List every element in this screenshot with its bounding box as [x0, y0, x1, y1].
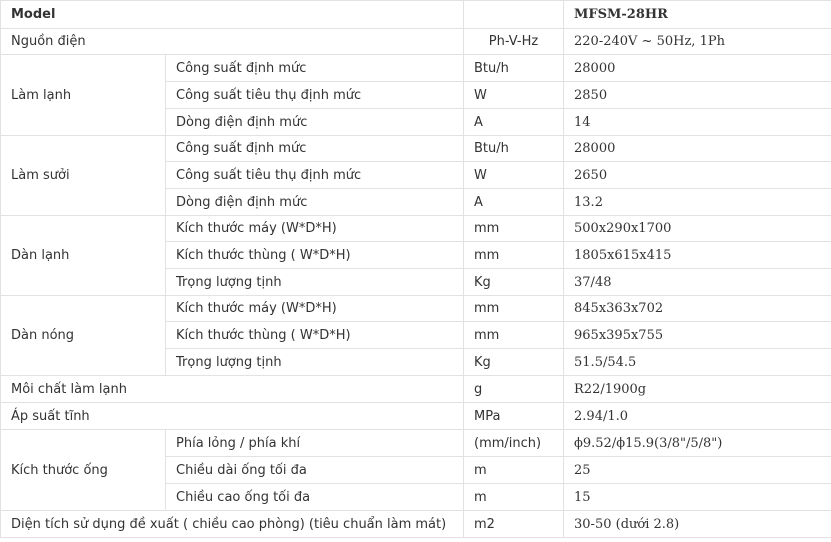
- row-unit: W: [464, 162, 564, 189]
- refrigerant-unit: g: [464, 376, 564, 403]
- row-name: Chiều dài ống tối đa: [166, 457, 464, 484]
- row-unit: (mm/inch): [464, 430, 564, 457]
- row-name: Phía lỏng / phía khí: [166, 430, 464, 457]
- table-row: [1, 55, 831, 82]
- static-pressure-label: Áp suất tĩnh: [1, 403, 464, 430]
- row-unit: A: [464, 109, 564, 136]
- row-value: 965x395x755: [564, 322, 831, 349]
- row-unit: mm: [464, 296, 564, 322]
- table-row: [1, 403, 831, 430]
- static-pressure-value: 2.94/1.0: [564, 403, 831, 430]
- row-name: Dòng điện định mức: [166, 109, 464, 136]
- row-unit: mm: [464, 322, 564, 349]
- row-value: 15: [564, 484, 831, 511]
- row-unit: mm: [464, 242, 564, 269]
- row-unit: m: [464, 457, 564, 484]
- refrigerant-value: R22/1900g: [564, 376, 831, 403]
- outdoor-group-label: Dàn nóng: [1, 296, 166, 376]
- area-label: Diện tích sử dụng đề xuất ( chiều cao phòng) (tiêu chuẩn làm mát): [1, 511, 464, 538]
- row-name: Chiều cao ống tối đa: [166, 484, 464, 511]
- row-name: Kích thước thùng ( W*D*H): [166, 242, 464, 269]
- table-row: [1, 376, 831, 403]
- refrigerant-label: Môi chất làm lạnh: [1, 376, 464, 403]
- row-value: 500x290x1700: [564, 216, 831, 242]
- heating-group-label: Làm sưởi: [1, 136, 166, 216]
- row-unit: m: [464, 484, 564, 511]
- row-value: 2650: [564, 162, 831, 189]
- row-value: 28000: [564, 136, 831, 162]
- row-name: Dòng điện định mức: [166, 189, 464, 216]
- row-value: 1805x615x415: [564, 242, 831, 269]
- row-unit: W: [464, 82, 564, 109]
- area-unit: m2: [464, 511, 564, 538]
- row-name: Trọng lượng tịnh: [166, 269, 464, 296]
- row-unit: Kg: [464, 269, 564, 296]
- row-value: 37/48: [564, 269, 831, 296]
- row-name: Trọng lượng tịnh: [166, 349, 464, 376]
- row-value: 25: [564, 457, 831, 484]
- row-unit: Kg: [464, 349, 564, 376]
- indoor-group-label: Dàn lạnh: [1, 216, 166, 296]
- area-value: 30-50 (dưới 2.8): [564, 511, 831, 538]
- row-unit: Btu/h: [464, 136, 564, 162]
- row-name: Công suất định mức: [166, 136, 464, 162]
- static-pressure-unit: MPa: [464, 403, 564, 430]
- table-row: [1, 29, 831, 55]
- row-unit: Btu/h: [464, 55, 564, 82]
- row-unit: mm: [464, 216, 564, 242]
- row-value: ϕ9.52/ϕ15.9(3/8"/5/8"): [564, 430, 831, 457]
- table-row: [1, 296, 831, 322]
- row-unit: A: [464, 189, 564, 216]
- table-row: [1, 136, 831, 162]
- model-value: MFSM-28HR: [564, 1, 831, 29]
- row-value: 2850: [564, 82, 831, 109]
- row-value: 28000: [564, 55, 831, 82]
- table-row: [1, 511, 831, 538]
- table-row: [1, 430, 831, 457]
- row-value: 14: [564, 109, 831, 136]
- power-unit: Ph-V-Hz: [464, 29, 564, 55]
- row-name: Công suất tiêu thụ định mức: [166, 82, 464, 109]
- cooling-group-label: Làm lạnh: [1, 55, 166, 136]
- row-name: Kích thước máy (W*D*H): [166, 296, 464, 322]
- model-unit: [464, 1, 564, 29]
- row-name: Kích thước thùng ( W*D*H): [166, 322, 464, 349]
- row-name: Kích thước máy (W*D*H): [166, 216, 464, 242]
- row-value: 13.2: [564, 189, 831, 216]
- power-value: 220-240V ~ 50Hz, 1Ph: [564, 29, 831, 55]
- model-label: Model: [1, 1, 464, 29]
- row-name: Công suất tiêu thụ định mức: [166, 162, 464, 189]
- pipe-group-label: Kích thước ống: [1, 430, 166, 511]
- table-header-row: [1, 1, 831, 29]
- power-label: Nguồn điện: [1, 29, 464, 55]
- row-value: 845x363x702: [564, 296, 831, 322]
- row-name: Công suất định mức: [166, 55, 464, 82]
- row-value: 51.5/54.5: [564, 349, 831, 376]
- table-row: [1, 216, 831, 242]
